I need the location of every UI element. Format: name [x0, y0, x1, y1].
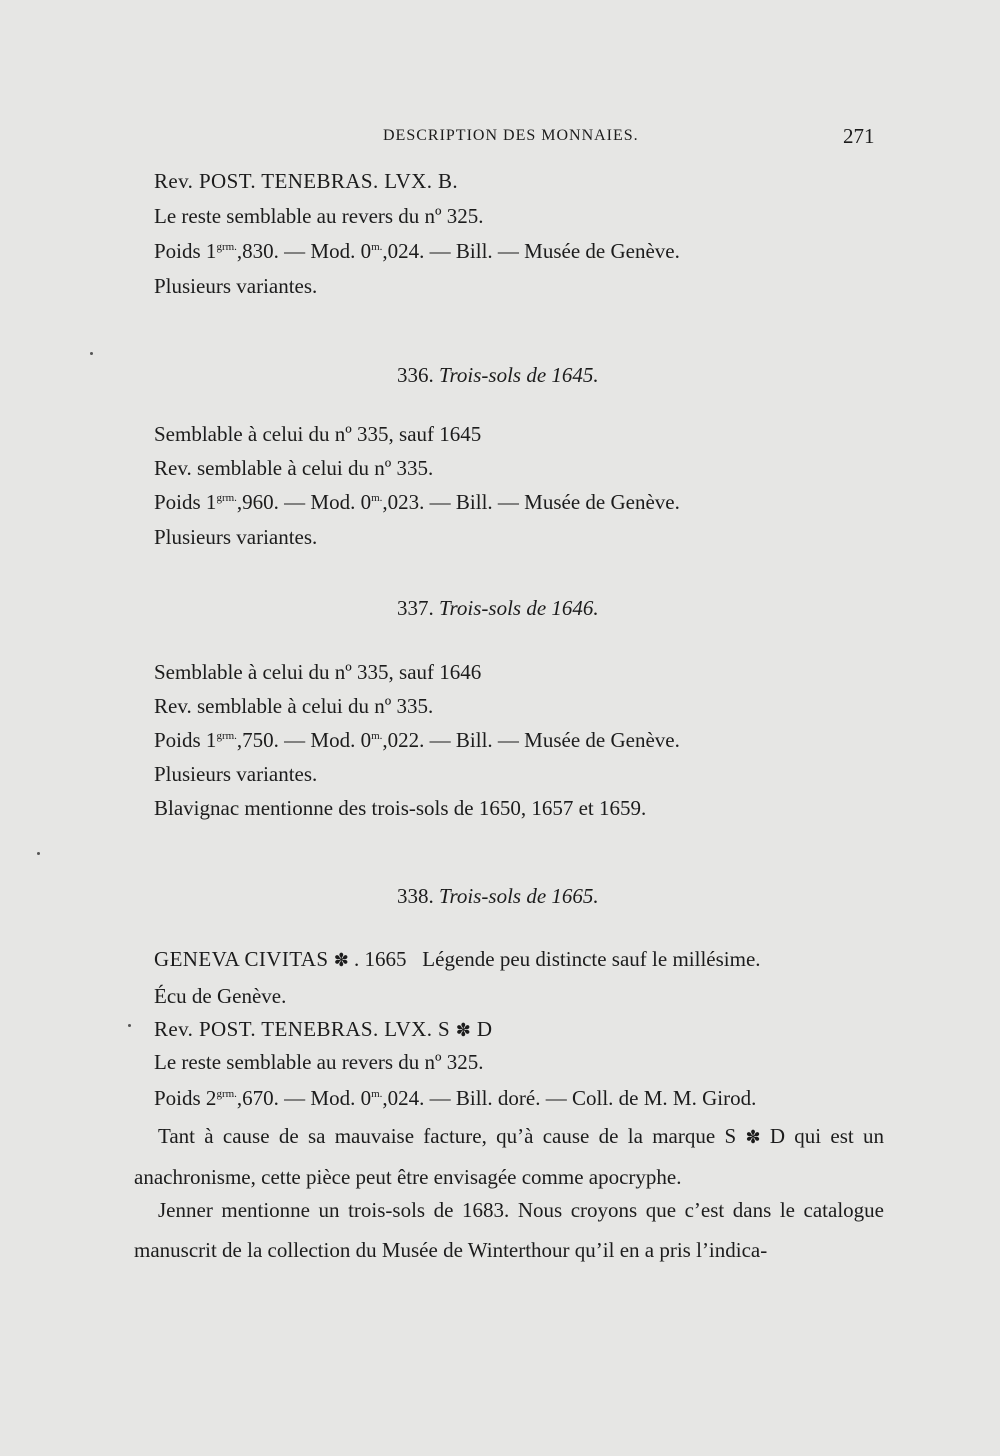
reverse-note: Le reste semblable au revers du nº 325. — [154, 204, 484, 228]
reverse-note: Le reste semblable au revers du nº 325. — [154, 1050, 484, 1074]
variants-note: Plusieurs variantes. — [154, 274, 318, 298]
entry-heading-336: 336. Trois-sols de 1645. — [397, 363, 599, 387]
reverse-line: Rev. semblable à celui du nº 335. — [154, 456, 434, 480]
shield-description: Écu de Genève. — [154, 984, 287, 1008]
scan-speck — [37, 852, 40, 855]
description-line: Semblable à celui du nº 335, sauf 1646 — [154, 660, 482, 684]
page-number: 271 — [843, 124, 875, 148]
reverse-legend: Rev. POST. TENEBRAS. LVX. B. — [154, 169, 459, 193]
entry-heading-337: 337. Trois-sols de 1646. — [397, 596, 599, 620]
jenner-paragraph: Jenner mentionne un trois-sols de 1683. Nous croyons que c’est dans le catalogue manuscrit de la collection du Musée de Winterthour qu’il en a pris l’indica- — [134, 1198, 884, 1262]
weight-line: Poids $1^{grm.},830$. — Mod. $0^{m.},024$. — Bill. — Musée de Genève. — [154, 239, 680, 263]
reverse-legend: Rev. POST. TENEBRAS. LVX. S ✽ D — [154, 1017, 493, 1041]
weight-line: Poids $2^{grm.},670$. — Mod. $0^{m.},024$. — Bill. doré. — Coll. de M. M. Girod. — [154, 1086, 757, 1110]
reverse-line: Rev. semblable à celui du nº 335. — [154, 694, 434, 718]
weight-line: Poids $1^{grm.},960$. — Mod. $0^{m.},023$. — Bill. — Musée de Genève. — [154, 490, 680, 514]
blavignac-note: Blavignac mentionne des trois-sols de 1650, 1657 et 1659. — [154, 796, 647, 820]
running-header: DESCRIPTION DES MONNAIES. — [383, 127, 639, 144]
scan-speck — [128, 1024, 131, 1027]
weight-line: Poids $1^{grm.},750$. — Mod. $0^{m.},022$. — Bill. — Musée de Genève. — [154, 728, 680, 752]
apocrypha-paragraph: Tant à cause de sa mauvaise facture, qu’à cause de la marque S ✽ D qui est un anachronisme, cette pièce peut être envisagée comme apocryphe. — [134, 1124, 885, 1189]
variants-note: Plusieurs variantes. — [154, 762, 318, 786]
rosette-icon: ✽ — [333, 950, 349, 970]
scan-speck — [90, 352, 93, 355]
entry-heading-338: 338. Trois-sols de 1665. — [397, 884, 599, 908]
rosette-icon: ✽ — [455, 1020, 472, 1040]
variants-note: Plusieurs variantes. — [154, 525, 318, 549]
rosette-icon: ✽ — [745, 1127, 761, 1147]
obverse-legend: GENEVA CIVITAS ✽ . 1665 Légende peu distincte sauf le millésime. — [154, 947, 761, 971]
description-line: Semblable à celui du nº 335, sauf 1645 — [154, 422, 482, 446]
